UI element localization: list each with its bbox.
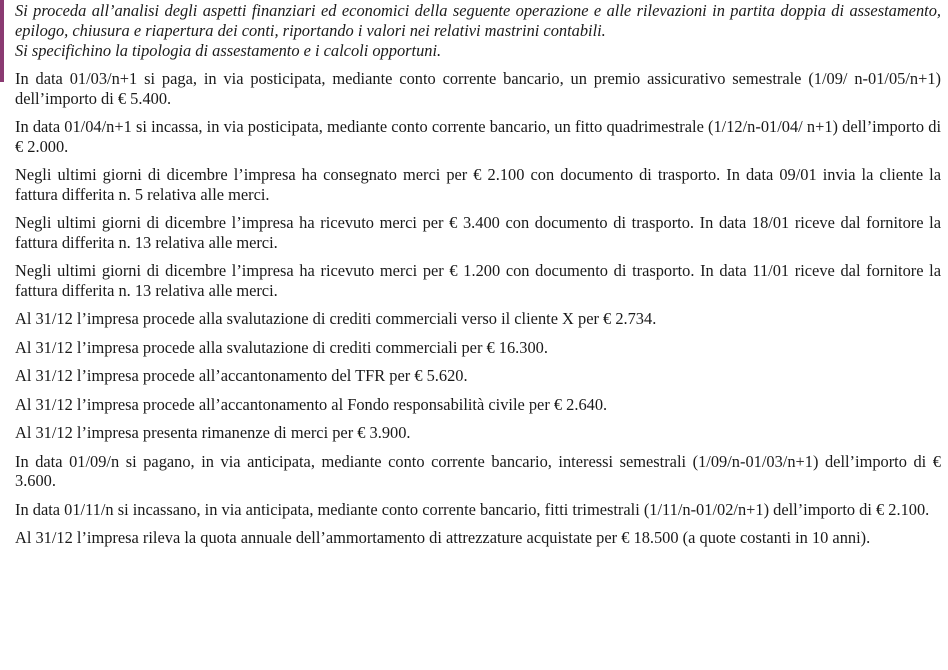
operation-item-5: Negli ultimi giorni di dicembre l’impresa ha ricevuto merci per € 1.200 con documento di trasporto. In data 11/01 riceve dal fornitore la fattura differita n. 13 relativa alle merci. xyxy=(15,261,941,300)
operation-item-4: Negli ultimi giorni di dicembre l’impresa ha ricevuto merci per € 3.400 con documento di trasporto. In data 18/01 riceve dal fornitore la fattura differita n. 13 relativa alle merci. xyxy=(15,213,941,252)
operation-item-2: In data 01/04/n+1 si incassa, in via posticipata, mediante conto corrente bancario, un fitto quadrimestrale (1/12/n-01/04/ n+1) dell’importo di € 2.000. xyxy=(15,117,941,156)
exercise-document xyxy=(15,0,941,557)
instruction-line-1: Si proceda all’analisi degli aspetti finanziari ed economici della seguente operazione e alle rilevazioni in partita doppia di assestamento, epilogo, chiusura e riapertura dei conti, riportando i valori nei relativi mastrini contabili. xyxy=(15,1,941,40)
operation-item-9: Al 31/12 l’impresa procede all’accantonamento al Fondo responsabilità civile per € 2.640. xyxy=(15,394,608,414)
operation-item-6: Al 31/12 l’impresa procede alla svalutazione di crediti commerciali verso il cliente X per € 2.734. xyxy=(15,309,657,328)
instruction-line-2: Si specifichino la tipologia di assestamento e i calcoli opportuni. xyxy=(15,41,442,60)
exercise-instructions xyxy=(15,0,941,61)
margin-accent-bar xyxy=(0,0,4,82)
operation-item-8: Al 31/12 l’impresa procede all’accantonamento del TFR per € 5.620. xyxy=(15,366,468,385)
operation-item-7: Al 31/12 l’impresa procede alla svalutazione di crediti commerciali per € 16.300. xyxy=(15,337,548,357)
operation-item-3: Negli ultimi giorni di dicembre l’impresa ha consegnato merci per € 2.100 con documento di trasporto. In data 09/01 invia la cliente la fattura differita n. 5 relativa alle merci. xyxy=(15,165,941,204)
operation-item-11: In data 01/09/n si pagano, in via anticipata, mediante conto corrente bancario, interessi semestrali (1/09/n-01/03/n+1) dell’importo di € 3.600. xyxy=(15,451,941,490)
operation-item-1: In data 01/03/n+1 si paga, in via posticipata, mediante conto corrente bancario, un premio assicurativo semestrale (1/09/ n-01/05/n+1) dell’importo di € 5.400. xyxy=(15,69,941,108)
operation-item-12: In data 01/11/n si incassano, in via anticipata, mediante conto corrente bancario, fitti trimestrali (1/11/n-01/02/n+1) dell’importo di € 2.100. xyxy=(15,499,930,519)
operation-item-13: Al 31/12 l’impresa rileva la quota annuale dell’ammortamento di attrezzature acquistate per € 18.500 (a quote costanti in 10 anni). xyxy=(15,528,871,547)
operation-item-10: Al 31/12 l’impresa presenta rimanenze di merci per € 3.900. xyxy=(15,423,411,442)
